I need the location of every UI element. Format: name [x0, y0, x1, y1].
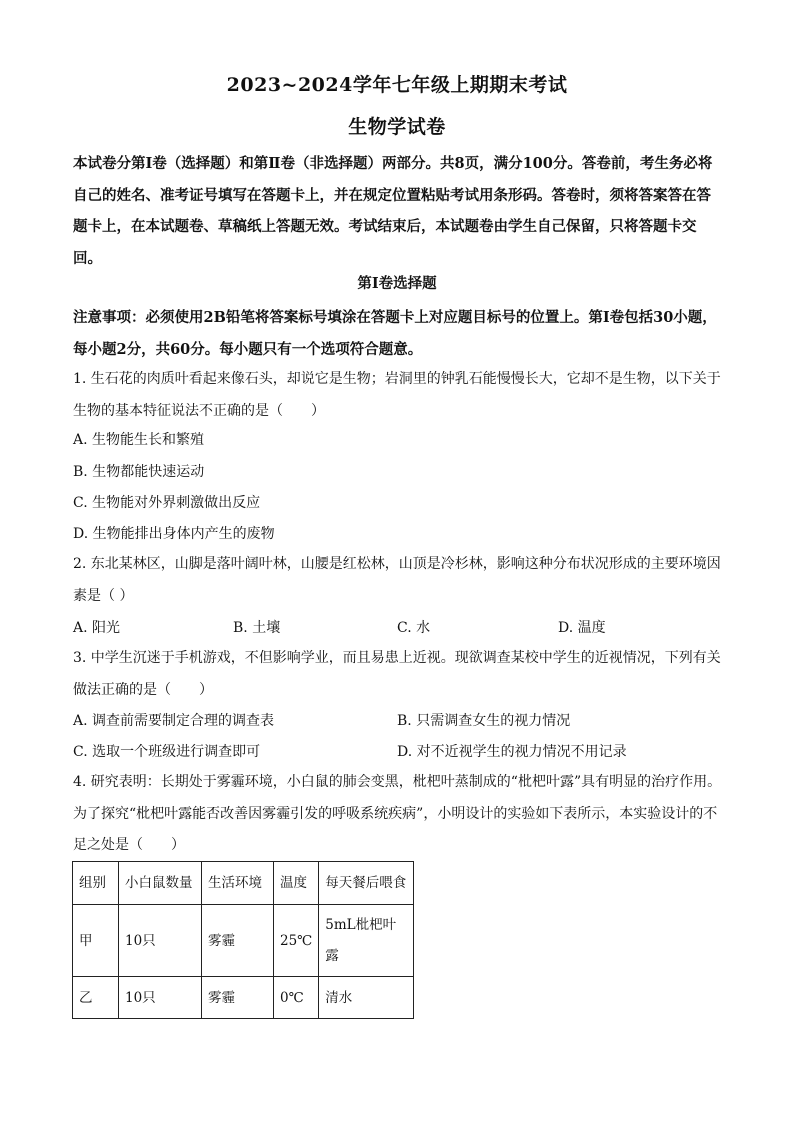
table-cell: 雾霾: [202, 977, 274, 1019]
table-header-cell: 生活环境: [202, 862, 274, 905]
table-cell: 25℃: [274, 905, 319, 977]
section-title: 第Ⅰ卷选择题: [357, 275, 437, 292]
table-header-cell: 小白鼠数量: [119, 862, 202, 905]
question-2-option-a: A. 阳光: [73, 620, 121, 636]
question-3-stem: 3. 中学生沉迷于手机游戏，不但影响学业，而且易患上近视。现欲调查某校中学生的近视情况，下列有关做法正确的是（ ）: [73, 650, 721, 698]
table-header-cell: 每天餐后喂食: [319, 862, 414, 905]
exam-title: 2023~2024学年七年级上期期末考试: [226, 74, 568, 96]
table-header-cell: 温度: [274, 862, 319, 905]
question-2-option-b: B. 土壤: [233, 620, 281, 636]
question-1-option-d: D. 生物能排出身体内产生的废物: [73, 526, 275, 542]
question-2-option-d: D. 温度: [558, 620, 606, 636]
question-3-option-d: D. 对不近视学生的视力情况不用记录: [397, 744, 627, 760]
notice-text: 注意事项：必须使用2B铅笔将答案标号填涂在答题卡上对应题目标号的位置上。第Ⅰ卷包括30小题，每小题2分，共60分。每小题只有一个选项符合题意。: [73, 309, 717, 358]
question-3-option-b: B. 只需调查女生的视力情况: [397, 713, 571, 729]
table-cell: 0℃: [274, 977, 319, 1019]
question-3-option-c: C. 选取一个班级进行调查即可: [73, 744, 261, 760]
table-cell: 10只: [119, 905, 202, 977]
question-1-option-a: A. 生物能生长和繁殖: [73, 432, 205, 448]
question-1-option-b: B. 生物都能快速运动: [73, 464, 205, 480]
question-3-option-a: A. 调查前需要制定合理的调查表: [73, 713, 275, 729]
table-header-cell: 组别: [73, 862, 119, 905]
table-cell: 5mL枇杷叶露: [319, 905, 414, 977]
experiment-table: [72, 861, 414, 1019]
question-4-stem: 4. 研究表明：长期处于雾霾环境，小白鼠的肺会变黑，枇杷叶蒸制成的“枇杷叶露”具有明显的治疗作用。为了探究“枇杷叶露能否改善因雾霾引发的呼吸系统疾病”，小明设计的实验如下表所示，本实验设计的不足之处是（ ）: [73, 774, 722, 853]
table-row: [73, 977, 414, 1019]
table-header-row: [73, 862, 414, 905]
table-cell: 10只: [119, 977, 202, 1019]
question-1-option-c: C. 生物能对外界刺激做出反应: [73, 495, 261, 511]
question-2-stem: 2. 东北某林区，山脚是落叶阔叶林，山腰是红松林，山顶是冷杉林，影响这种分布状况形成的主要环境因素是（ ）: [73, 556, 721, 604]
table-cell: 清水: [319, 977, 414, 1019]
table-cell: 乙: [73, 977, 119, 1019]
exam-instructions: 本试卷分第Ⅰ卷（选择题）和第Ⅱ卷（非选择题）两部分。共8页，满分100分。答卷前，考生务必将自己的姓名、准考证号填写在答题卡上，并在规定位置粘贴考试用条形码。答卷时，须将答案答在答题卡上，在本试题卷、草稿纸上答题无效。考试结束后，本试题卷由学生自己保留，只将答题卡交回。: [73, 155, 713, 267]
table-cell: 甲: [73, 905, 119, 977]
table-row: [73, 905, 414, 977]
table-cell: 雾霾: [202, 905, 274, 977]
question-1-stem: 1. 生石花的肉质叶看起来像石头，却说它是生物；岩洞里的钟乳石能慢慢长大，它却不是生物，以下关于生物的基本特征说法不正确的是（ ）: [73, 371, 721, 419]
question-2-option-c: C. 水: [397, 620, 431, 636]
exam-subtitle: 生物学试卷: [348, 116, 446, 138]
